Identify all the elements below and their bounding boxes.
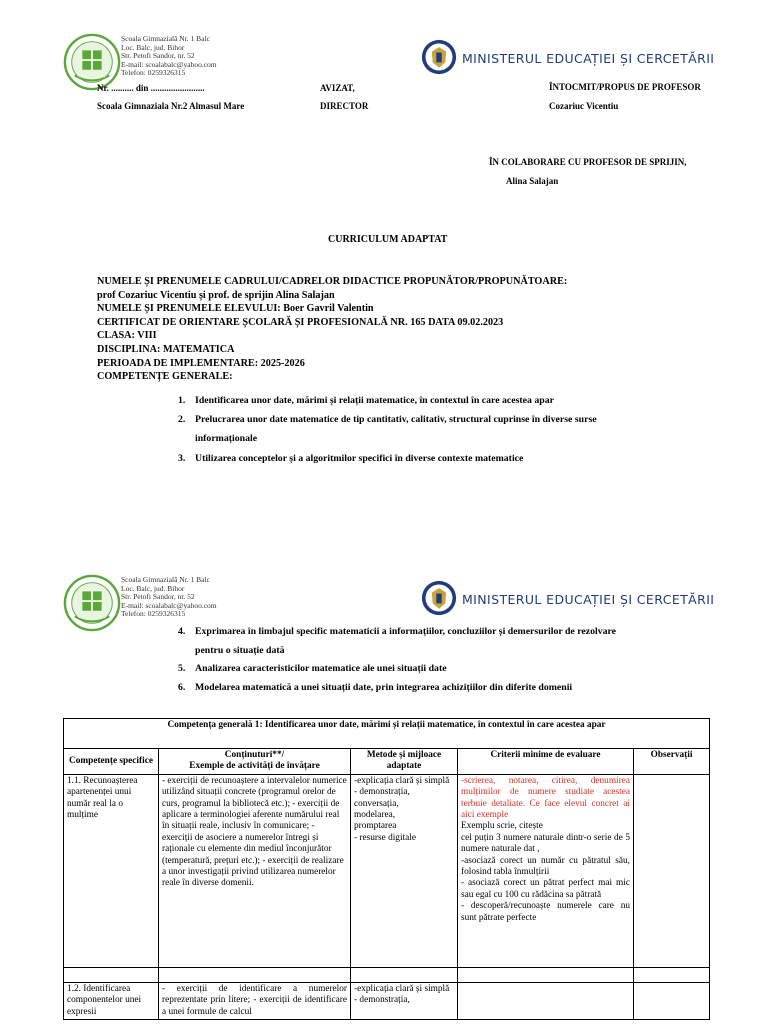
- nr-line: Nr. .......... din ........................: [97, 83, 205, 93]
- ministry-crest-icon: [421, 580, 457, 616]
- school-info: Școala Gimnazială Nr. 1 Balc Loc. Balc, jud. Bihor Str. Petofi Sandor, nr. 52 E-mail: scoalabalc@yahoo.com Telefon: 0259326315: [121, 34, 217, 78]
- observatii-cell: [634, 982, 710, 1019]
- competenta-num: 3.: [178, 453, 186, 464]
- avizat-label: AVIZAT,: [320, 83, 355, 93]
- school-name: Scoala Gimnaziala Nr.2 Almasul Mare: [97, 101, 245, 111]
- criterii-cell: -scrierea, notarea, citirea, denumirea mulțimilor de numere studiate acestea terbuie detaliate. Ce face elevul concret ai aici exemple Exemplu scrie, citește cel puțin 3 numere naturale dintr-o serie de 5 numere naturale dat , -asociază corect un număr cu pătratul său, folosind tabla înmulțirii - asociază corect un pătrat perfect mai mic sau egal cu 100 cu rădăcina sa pătrată - descoperă/recunoaște numerele care nu sunt pătrate perfecte: [458, 774, 634, 967]
- header-observatii: Observații: [634, 749, 710, 775]
- curriculum-table: [63, 718, 710, 1020]
- sprijin-name: Alina Salajan: [506, 176, 559, 186]
- school-info: Școala Gimnazială Nr. 1 Balc Loc. Balc, jud. Bihor Str. Petofi Sandor, nr. 52 E-mail: scoalabalc@yahoo.com Telefon: 0259326315: [121, 575, 217, 619]
- table-header-row: [64, 749, 710, 775]
- ministry-name: MINISTERUL EDUCAȚIEI ȘI CERCETĂRII: [462, 51, 715, 66]
- competenta-num: 4.: [178, 626, 186, 637]
- competenta-text: Identificarea unor date, mărimi și relații matematice, în contextul în care acestea apar: [195, 395, 554, 406]
- table-row: [64, 982, 710, 1019]
- info-line: CERTIFICAT DE ORIENTARE ȘCOLARĂ ȘI PROFESIONALĂ NR. 165 DATA 09.02.2023: [97, 316, 504, 328]
- colaborare-label: ÎN COLABORARE CU PROFESOR DE SPRIJIN,: [489, 157, 687, 167]
- metode-cell: -explicația clară și simplă - demonstrația, conversația, modelarea, promptarea - resurse digitale: [351, 774, 458, 967]
- info-line: PERIOADA DE IMPLEMENTARE: 2025-2026: [97, 357, 305, 369]
- competenta-text: Prelucrarea unor date matematice de tip cantitativ, calitativ, structural cuprinse în diverse surse: [195, 414, 597, 425]
- info-line: DISCIPLINA: MATEMATICA: [97, 343, 235, 355]
- info-line: NUMELE ȘI PRENUMELE ELEVULUI: Boer Gavril Valentin: [97, 303, 374, 315]
- table-row: [64, 774, 710, 967]
- criterii-cell: [458, 982, 634, 1019]
- competenta-text: Utilizarea conceptelor și a algoritmilor specifici în diverse contexte matematice: [195, 453, 524, 464]
- info-line: prof Cozariuc Vicentiu și prof. de sprijin Alina Salajan: [97, 289, 335, 301]
- competenta-text: Modelarea matematică a unei situații date, prin integrarea achizițiilor din diferite domenii: [195, 682, 573, 693]
- info-line: NUMELE ȘI PRENUMELE CADRULUI/CADRELOR DIDACTICE PROPUNĂTOR/PROPUNĂTOARE:: [97, 276, 568, 287]
- table-title: Competența generală 1: Identificarea unor date, mărimi și relații matematice, în contextul în care acestea apar: [64, 719, 710, 749]
- info-line: COMPETENȚE GENERALE:: [97, 371, 233, 383]
- info-line: CLASA: VIII: [97, 330, 157, 342]
- table-spacer-row: [64, 967, 710, 982]
- competenta-specifica-cell: 1.2. Identificarea componentelor unei expresii: [64, 982, 159, 1019]
- header-metode: Metode și mijloace adaptate: [351, 749, 458, 775]
- competenta-text: Analizarea caracteristicilor matematice ale unei situații date: [195, 663, 447, 674]
- competenta-text: Exprimarea în limbajul specific matematicii a informațiilor, concluziilor și demersurilor de rezolvare: [195, 626, 617, 637]
- metode-cell: -explicația clară și simplă - demonstrația,: [351, 982, 458, 1019]
- competenta-text-cont: informaționale: [195, 433, 258, 444]
- observatii-cell: [634, 774, 710, 967]
- competenta-num: 6.: [178, 682, 186, 693]
- profesor-name: Cozariuc Vicentiu: [549, 101, 619, 111]
- continuturi-cell: - exerciții de recunoaștere a intervalelor numerice utilizând situații concrete (programul orelor de curs, programul la bibliotecă etc.); - exerciții de aplicare a terminologiei aferente numărului real în situații reale, inclusiv în comunicare; - exerciții de asociere a numerelor întregi și raționale cu elemente din mediul înconjurător (temperatură, prețuri etc.); - exerciții de realizare a unor investigații privind utilizarea numerelor reale în diverse domenii.: [159, 774, 351, 967]
- table-title-row: [64, 719, 710, 749]
- ministry-name: MINISTERUL EDUCAȚIEI ȘI CERCETĂRII: [462, 592, 715, 607]
- competenta-num: 1.: [178, 395, 186, 406]
- competenta-num: 2.: [178, 414, 186, 425]
- ministry-crest-icon: [421, 39, 457, 75]
- competenta-num: 5.: [178, 663, 186, 674]
- page-title: CURRICULUM ADAPTAT: [328, 234, 448, 245]
- red-note: -scrierea, notarea, citirea, denumirea mulțimilor de numere studiate acestea terbuie detaliate. Ce face elevul concret ai aici exemple: [461, 775, 630, 821]
- director-label: DIRECTOR: [320, 101, 369, 111]
- competenta-text-cont: pentru o situație dată: [195, 645, 285, 656]
- header-competente: Competențe specifice: [64, 749, 159, 775]
- intocmit-label: ÎNTOCMIT/PROPUS DE PROFESOR: [549, 82, 701, 92]
- header-criterii: Criterii minime de evaluare: [458, 749, 634, 775]
- continuturi-cell: - exerciții de identificare a numerelor reprezentate prin litere; - exerciții de identificare a unei formule de calcul: [159, 982, 351, 1019]
- school-logo: [63, 574, 121, 632]
- header-continuturi: Conținuturi**/ Exemple de activități de învățare: [159, 749, 351, 775]
- info-block: [97, 275, 567, 384]
- competenta-specifica-cell: 1.1. Recunoașterea apartenenței unui număr real la o mulțime: [64, 774, 159, 967]
